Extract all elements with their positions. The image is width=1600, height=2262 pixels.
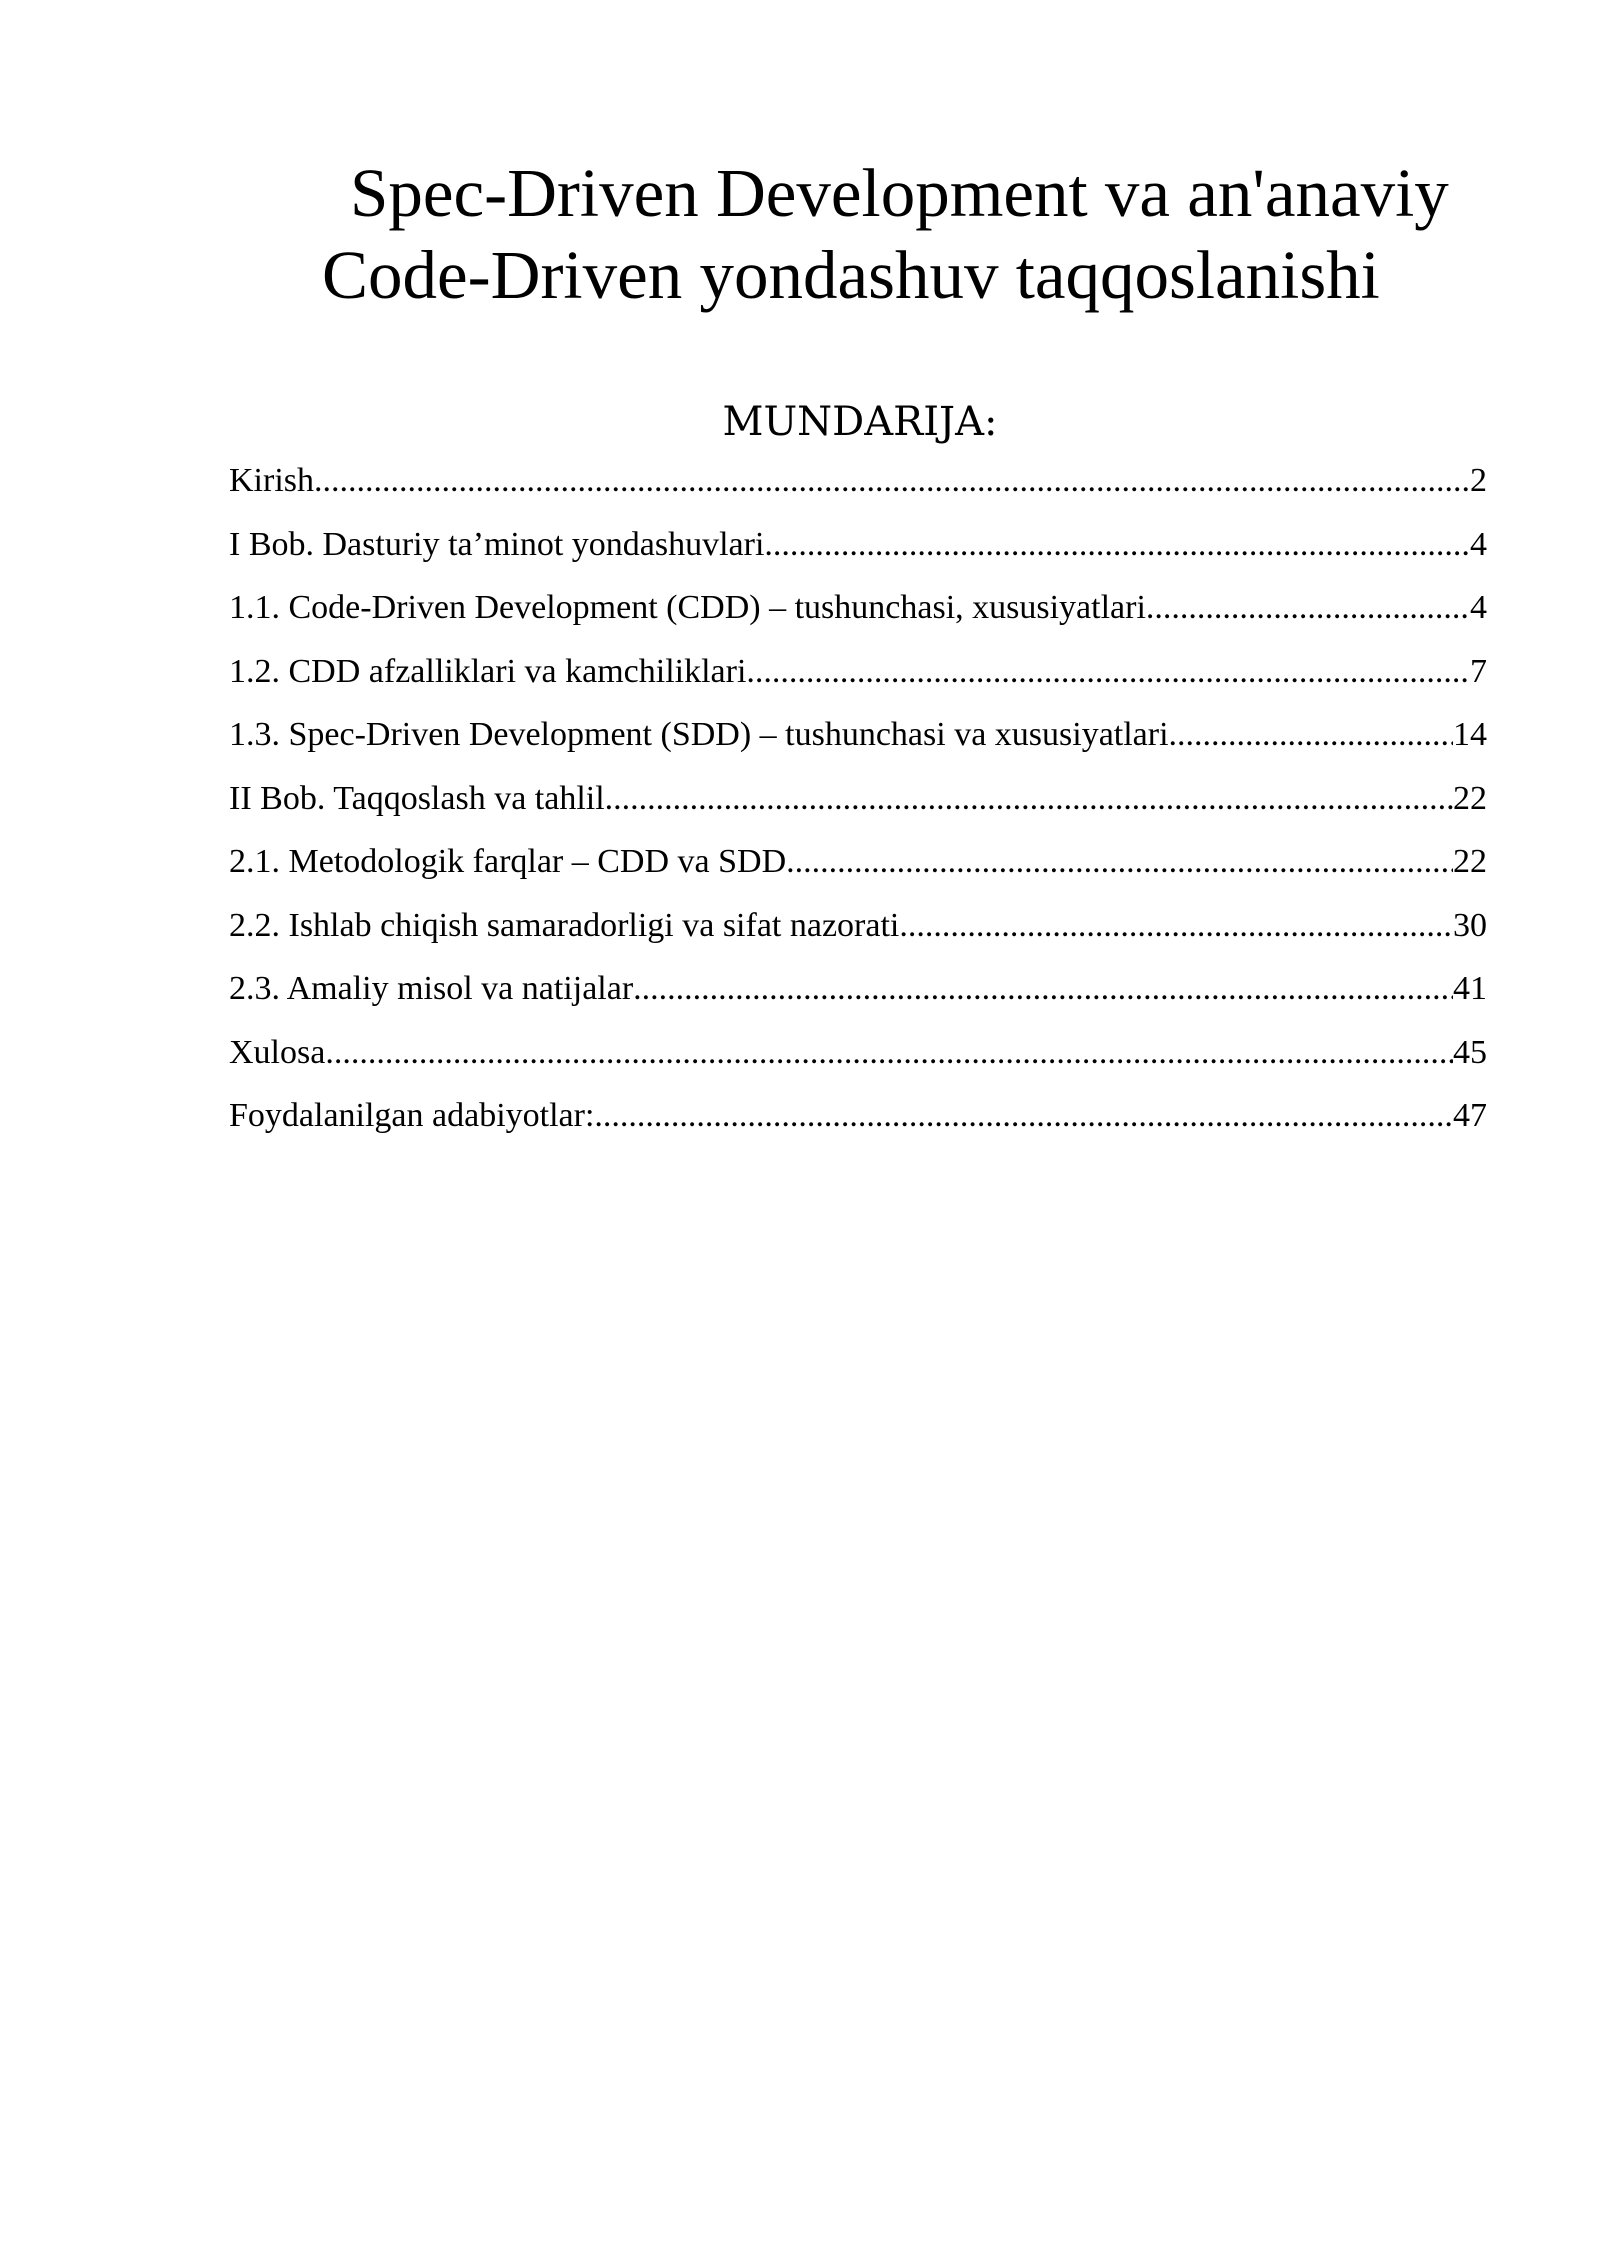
- toc-entry[interactable]: [229, 775, 1487, 839]
- toc-entry-label: Kirish: [229, 462, 314, 499]
- document-title: [230, 152, 1500, 316]
- toc-entry-label: 2.1. Metodologik farqlar – CDD va SDD: [229, 843, 787, 880]
- toc-entry-page: 41: [1453, 970, 1487, 1007]
- toc-entry-page: 4: [1470, 589, 1487, 626]
- toc-entry-page: 7: [1470, 652, 1487, 690]
- toc-dot-leader: [605, 775, 1453, 823]
- toc-dot-leader: [746, 648, 1470, 696]
- toc-entry[interactable]: [229, 521, 1487, 585]
- toc-dot-leader: [314, 457, 1470, 505]
- toc-dot-leader: [1169, 711, 1453, 759]
- toc-dot-leader: [633, 965, 1453, 1013]
- toc-entry-page: 4: [1470, 525, 1487, 563]
- toc-entry-label: 2.2. Ishlab chiqish samaradorligi va sifat nazorati: [229, 906, 900, 944]
- table-of-contents: [229, 457, 1487, 1156]
- toc-dot-leader: [325, 1029, 1453, 1077]
- toc-entry-label: 2.3. Amaliy misol va natijalar: [229, 970, 634, 1007]
- toc-entry[interactable]: [229, 711, 1487, 775]
- toc-entry[interactable]: [229, 584, 1487, 648]
- toc-entry-page: 22: [1453, 779, 1487, 817]
- toc-entry[interactable]: [229, 838, 1487, 902]
- toc-entry[interactable]: [229, 1092, 1487, 1156]
- toc-entry[interactable]: [229, 457, 1487, 521]
- toc-entry-page: 47: [1453, 1097, 1487, 1134]
- toc-entry-label: Xulosa: [229, 1033, 326, 1071]
- toc-dot-leader: [786, 838, 1453, 886]
- toc-entry-label: 1.3. Spec-Driven Development (SDD) – tushunchasi va xususiyatlari: [229, 716, 1169, 753]
- toc-entry-label: Foydalanilgan adabiyotlar:: [229, 1097, 595, 1134]
- toc-entry-page: 14: [1453, 716, 1487, 753]
- toc-dot-leader: [764, 521, 1470, 569]
- toc-entry-page: 30: [1453, 906, 1487, 944]
- toc-entry[interactable]: [229, 902, 1487, 966]
- toc-entry-label: 1.1. Code-Driven Development (CDD) – tushunchasi, xususiyatlari: [229, 589, 1146, 626]
- toc-dot-leader: [1146, 584, 1470, 632]
- title-line-2: Code-Driven yondashuv taqqoslanishi: [322, 237, 1380, 313]
- toc-entry-label: 1.2. CDD afzalliklari va kamchiliklari: [229, 652, 747, 690]
- toc-entry-page: 45: [1453, 1033, 1487, 1071]
- title-line-1: Spec-Driven Development va an'anaviy: [350, 155, 1449, 231]
- toc-entry-page: 2: [1470, 462, 1487, 499]
- toc-entry[interactable]: [229, 965, 1487, 1029]
- toc-heading: MUNDARIJA:: [722, 399, 998, 445]
- toc-entry[interactable]: [229, 648, 1487, 712]
- toc-dot-leader: [594, 1092, 1453, 1140]
- toc-dot-leader: [899, 902, 1453, 950]
- toc-entry-page: 22: [1453, 843, 1487, 880]
- toc-entry-label: II Bob. Taqqoslash va tahlil: [229, 779, 605, 817]
- toc-entry[interactable]: [229, 1029, 1487, 1093]
- toc-entry-label: I Bob. Dasturiy ta’minot yondashuvlari: [229, 525, 765, 563]
